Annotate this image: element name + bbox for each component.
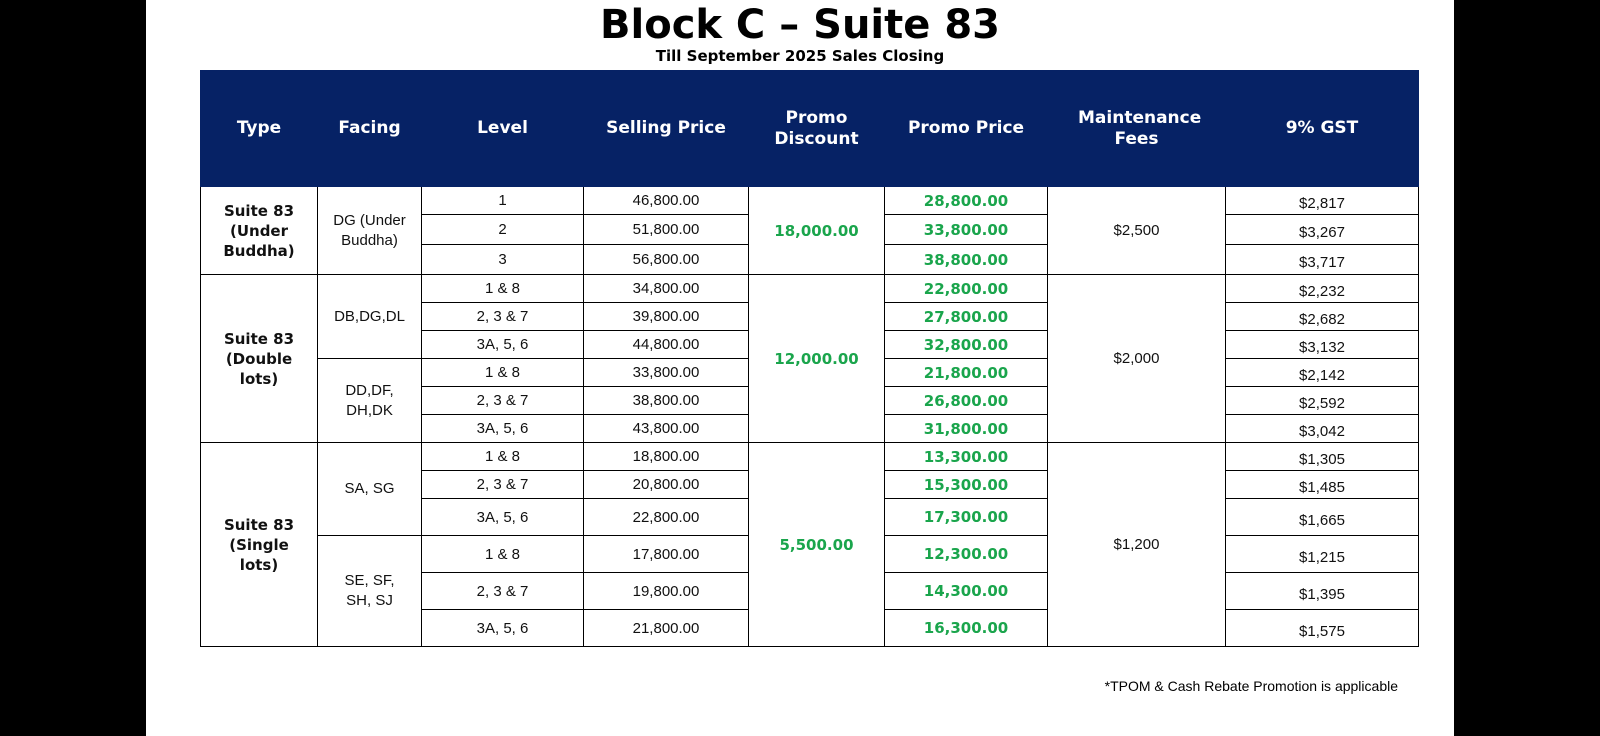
level-cell: 1 (422, 187, 584, 215)
price-table (200, 70, 1419, 647)
maintenance-fee-cell: $2,000 (1048, 275, 1226, 443)
gst-cell: $2,592 (1226, 387, 1419, 415)
promo-discount-cell: 5,500.00 (749, 443, 885, 647)
header-gst: 9% GST (1226, 71, 1419, 187)
selling-price-cell: 33,800.00 (584, 359, 749, 387)
level-cell: 3 (422, 245, 584, 275)
level-cell: 2, 3 & 7 (422, 303, 584, 331)
level-cell: 1 & 8 (422, 275, 584, 303)
selling-price-cell: 38,800.00 (584, 387, 749, 415)
selling-price-cell: 34,800.00 (584, 275, 749, 303)
gst-cell: $2,817 (1226, 187, 1419, 215)
promo-price-cell: 32,800.00 (885, 331, 1048, 359)
promo-discount-cell: 12,000.00 (749, 275, 885, 443)
promo-price-cell: 14,300.00 (885, 573, 1048, 610)
selling-price-cell: 21,800.00 (584, 610, 749, 647)
gst-cell: $1,215 (1226, 536, 1419, 573)
header-selling-price: Selling Price (584, 71, 749, 187)
promo-price-cell: 31,800.00 (885, 415, 1048, 443)
price-sheet (146, 0, 1454, 736)
level-cell: 3A, 5, 6 (422, 415, 584, 443)
header-promo-price: Promo Price (885, 71, 1048, 187)
table-row (201, 187, 1419, 215)
gst-cell: $1,485 (1226, 471, 1419, 499)
selling-price-cell: 18,800.00 (584, 443, 749, 471)
promo-price-cell: 13,300.00 (885, 443, 1048, 471)
gst-cell: $2,682 (1226, 303, 1419, 331)
header-type: Type (201, 71, 318, 187)
page-title: Block C – Suite 83 (600, 2, 1000, 48)
type-cell: Suite 83 (Double lots) (201, 275, 318, 443)
footnote: *TPOM & Cash Rebate Promotion is applicable (1104, 678, 1398, 694)
promo-price-cell: 38,800.00 (885, 245, 1048, 275)
level-cell: 1 & 8 (422, 536, 584, 573)
level-cell: 1 & 8 (422, 443, 584, 471)
price-table-body (201, 187, 1419, 647)
promo-price-cell: 22,800.00 (885, 275, 1048, 303)
gst-cell: $2,142 (1226, 359, 1419, 387)
level-cell: 1 & 8 (422, 359, 584, 387)
header-maintenance-fees: Maintenance Fees (1048, 71, 1226, 187)
facing-cell: DB,DG,DL (318, 275, 422, 359)
gst-cell: $3,267 (1226, 215, 1419, 245)
facing-cell: SE, SF, SH, SJ (318, 536, 422, 647)
promo-price-cell: 15,300.00 (885, 471, 1048, 499)
promo-price-cell: 27,800.00 (885, 303, 1048, 331)
table-row (201, 443, 1419, 471)
facing-cell: SA, SG (318, 443, 422, 536)
type-cell: Suite 83 (Under Buddha) (201, 187, 318, 275)
level-cell: 3A, 5, 6 (422, 610, 584, 647)
gst-cell: $3,132 (1226, 331, 1419, 359)
type-cell: Suite 83 (Single lots) (201, 443, 318, 647)
promo-price-cell: 33,800.00 (885, 215, 1048, 245)
level-cell: 3A, 5, 6 (422, 331, 584, 359)
page-subtitle: Till September 2025 Sales Closing (655, 47, 945, 65)
selling-price-cell: 19,800.00 (584, 573, 749, 610)
selling-price-cell: 46,800.00 (584, 187, 749, 215)
gst-cell: $1,575 (1226, 610, 1419, 647)
gst-cell: $1,305 (1226, 443, 1419, 471)
level-cell: 2, 3 & 7 (422, 387, 584, 415)
facing-cell: DD,DF, DH,DK (318, 359, 422, 443)
promo-price-cell: 12,300.00 (885, 536, 1048, 573)
selling-price-cell: 44,800.00 (584, 331, 749, 359)
promo-price-cell: 21,800.00 (885, 359, 1048, 387)
facing-cell: DG (Under Buddha) (318, 187, 422, 275)
level-cell: 2 (422, 215, 584, 245)
level-cell: 3A, 5, 6 (422, 499, 584, 536)
gst-cell: $2,232 (1226, 275, 1419, 303)
header-row (201, 71, 1419, 187)
selling-price-cell: 56,800.00 (584, 245, 749, 275)
selling-price-cell: 43,800.00 (584, 415, 749, 443)
selling-price-cell: 20,800.00 (584, 471, 749, 499)
promo-price-cell: 16,300.00 (885, 610, 1048, 647)
header-promo-discount: Promo Discount (749, 71, 885, 187)
selling-price-cell: 51,800.00 (584, 215, 749, 245)
maintenance-fee-cell: $1,200 (1048, 443, 1226, 647)
promo-price-cell: 26,800.00 (885, 387, 1048, 415)
promo-price-cell: 28,800.00 (885, 187, 1048, 215)
selling-price-cell: 22,800.00 (584, 499, 749, 536)
gst-cell: $3,042 (1226, 415, 1419, 443)
gst-cell: $3,717 (1226, 245, 1419, 275)
gst-cell: $1,665 (1226, 499, 1419, 536)
promo-price-cell: 17,300.00 (885, 499, 1048, 536)
level-cell: 2, 3 & 7 (422, 573, 584, 610)
selling-price-cell: 17,800.00 (584, 536, 749, 573)
gst-cell: $1,395 (1226, 573, 1419, 610)
selling-price-cell: 39,800.00 (584, 303, 749, 331)
header-facing: Facing (318, 71, 422, 187)
header-level: Level (422, 71, 584, 187)
level-cell: 2, 3 & 7 (422, 471, 584, 499)
promo-discount-cell: 18,000.00 (749, 187, 885, 275)
maintenance-fee-cell: $2,500 (1048, 187, 1226, 275)
table-row (201, 275, 1419, 303)
